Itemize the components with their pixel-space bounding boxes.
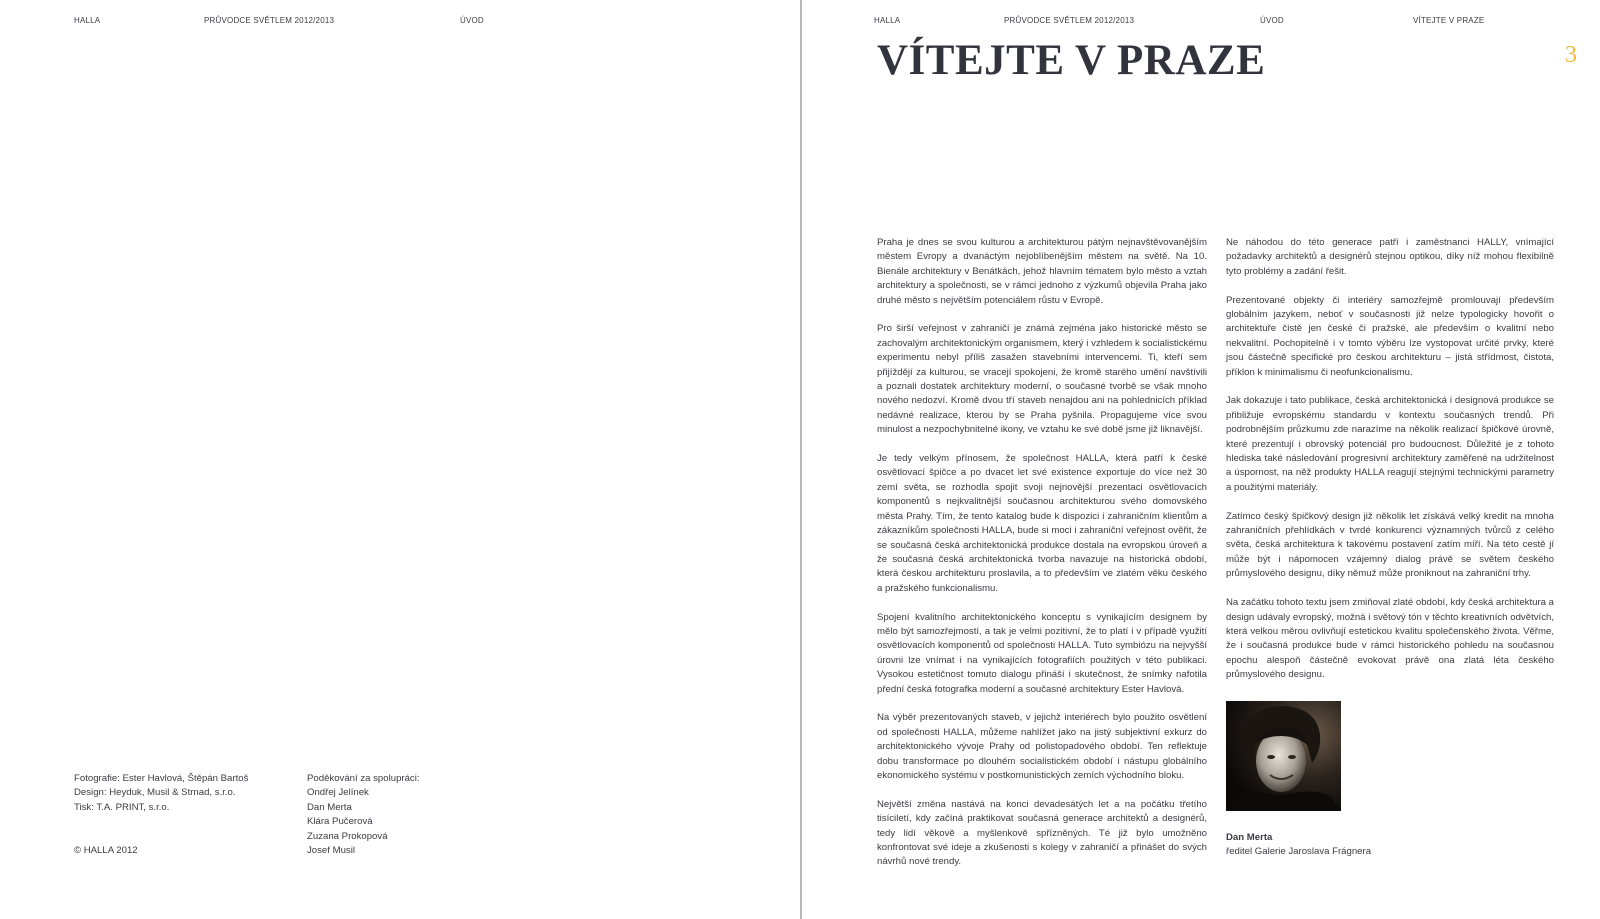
thanks-name: Zuzana Prokopová bbox=[307, 830, 388, 842]
thanks-name: Josef Musil bbox=[307, 844, 355, 856]
page-gutter-divider bbox=[800, 0, 802, 919]
credit-line: Design: Heyduk, Musil & Strnad, s.r.o. bbox=[74, 787, 236, 799]
paragraph: Je tedy velkým přínosem, že společnost HALLA, která patří k české osvětlovací špičce a po dvacet let své existence exportuje do více než 30 zemí světa, se rozhodla spojit svoji nejnovější prezentaci osvětlovacích komponentů s nejkvalitnější současnou architekturou svého domovského města Prahy. Tím, že tento katalog bude k dispozici i zahraničním klientům a zákazníkům společnosti HALLA, bude si moci i zahraniční veřejnost ověřit, že se současná česká architektonická produkce dostala na evropskou úroveň a že současná česká architektonická tvorba navazuje na historická období, která českou architekturu proslavila, a to především ve zlatém věku českého a pražského funkcionalismu. bbox=[877, 453, 1207, 594]
author-block bbox=[1226, 831, 1371, 860]
credit-line: Tisk: T.A. PRINT, s.r.o. bbox=[74, 801, 170, 813]
header-guide: PRŮVODCE SVĚTLEM 2012/2013 bbox=[1004, 16, 1135, 25]
author-portrait bbox=[1226, 701, 1341, 811]
text-column-2 bbox=[1226, 236, 1554, 697]
header-chapter: VÍTEJTE V PRAZE bbox=[1413, 16, 1485, 25]
credit-line: Fotografie: Ester Havlová, Štěpán Bartoš bbox=[74, 773, 249, 784]
thanks-name: Dan Merta bbox=[307, 801, 352, 813]
thanks-block bbox=[307, 772, 420, 858]
thanks-name: Ondřej Jelínek bbox=[307, 787, 369, 799]
header-brand: HALLA bbox=[74, 16, 101, 25]
thanks-name: Klára Pučerová bbox=[307, 816, 373, 828]
text-column-1 bbox=[877, 236, 1207, 884]
credits-block bbox=[74, 772, 248, 815]
portrait-image bbox=[1226, 701, 1341, 811]
header-section: ÚVOD bbox=[1260, 16, 1284, 25]
thanks-heading: Poděkování za spolupráci: bbox=[307, 773, 420, 784]
paragraph: Pro širší veřejnost v zahraničí je známá zejména jako historické město se zachovalým architektonickým organismem, který i vzhledem k socialistickému experimentu nebyl příliš zasažen stavebními intervencemi. Ti, kteří sem přijíždějí za kulturou, se vracejí spokojeni, že kromě starého umění navštívili a poznali dostatek architektury moderní, o současné tvorbě se však mnoho nového nedozví. Kromě dvou tří staveb nenajdou ani na pohlednicích příklad nedávné realizace, kterou by se Praha pyšnila. Propagujeme více svou minulost a nezpochybnitelné ikony, ve vztahu ke své době jsme již liknavější. bbox=[877, 323, 1207, 436]
header-guide: PRŮVODCE SVĚTLEM 2012/2013 bbox=[204, 16, 335, 25]
paragraph: Jak dokazuje i tato publikace, česká architektonická i designová produkce se přibližuje evropskému standardu v kontextu současných trendů. Při podrobnějším průzkumu zde narazíme na několik realizací špičkové úrovně, které prezentují i obrovský potenciál pro budoucnost. Důležité je z tohoto hlediska také následování progresivní architektury zaměřené na udržitelnost a úspornost, na něž produkty HALLA reagují stejnými technickými parametry a použitými materiály. bbox=[1226, 395, 1554, 493]
paragraph: Zatímco český špičkový design již několik let získává velký kredit na mnoha zahraničních přehlídkách v tvrdé konkurenci významných tvůrců z celého světa, česká architektura k takovému postavení zatím míří. Na této cestě jí může být i nápomocen vzájemný dialog právě se světem českého průmyslového designu, díky němuž může proniknout na zahraniční trhy. bbox=[1226, 510, 1554, 580]
header-brand: HALLA bbox=[874, 16, 901, 25]
paragraph: Největší změna nastává na konci devadesátých let a na počátku třetího tisíciletí, kdy začíná praktikovat současná generace architektů a designérů, tedy lidí věkově a myšlenkově spřízněných. Té již bylo umožněno konfrontovat své ideje a zkušenosti s kolegy v zahraničí a přinášet do svých návrhů nové trendy. bbox=[877, 798, 1207, 868]
copyright: © HALLA 2012 bbox=[74, 845, 138, 856]
author-role: ředitel Galerie Jaroslava Frágnera bbox=[1226, 846, 1372, 858]
paragraph: Praha je dnes se svou kulturou a architekturou pátým nejnavštěvovanějším městem Evropy a dvanáctým nejoblíbenějším městem na světě. Na 10. Bienále architektury v Benátkách, jehož hlavním tématem bylo město a vztah architektury a společnosti, se v rámci jednoho z výzkumů objevila Praha jako druhé město s největším potenciálem růstu v Evropě. bbox=[877, 237, 1207, 306]
right-page bbox=[803, 0, 1600, 919]
header-section: ÚVOD bbox=[460, 16, 484, 25]
paragraph: Na začátku tohoto textu jsem zmiňoval zlaté období, kdy česká architektura a design udávaly evropský, možná i světový tón v těchto kreativních odvětvích, která velkou měrou ovlivňují estetickou kvalitu společenského života. Věřme, že i současná produkce bude v rámci historického pohledu na současnou epochu alespoň částečně evokovat právě ona zlatá léta českého průmyslového designu. bbox=[1226, 597, 1554, 681]
paragraph: Prezentované objekty či interiéry samozřejmě promlouvají především globálním jazykem, neboť v současnosti již nelze typologicky hovořit o architektuře čistě jen české či pražské, ale především o kvalitní nebo nekvalitní. Pochopitelně i v tomto výběru lze vystopovat určité prvky, které jsou částečně specifické pro českou architekturu – jistá střídmost, čistota, příklon k minimalismu či neofunkcionalismu. bbox=[1226, 294, 1554, 378]
paragraph: Ne náhodou do této generace patří i zaměstnanci HALLY, vnímající požadavky architektů a designérů stejnou optikou, díky níž mohou flexibilně tyto problémy a zadání řešit. bbox=[1226, 237, 1554, 277]
paragraph: Spojení kvalitního architektonického konceptu s vynikajícím designem by mělo být samozřejmostí, a tak je velmi pozitivní, že to platí i v případě využití osvětlovacích komponentů od společnosti HALLA. Tuto symbiózu na nejvyšší úrovni lze vnímat i na vynikajících fotografiích použitých v této publikaci. Vysokou estetičnost tomuto dialogu přináší i skutečnost, že snímky nafotila přední česká fotografka moderní a současné architektury Ester Havlová. bbox=[877, 611, 1207, 695]
paragraph: Na výběr prezentovaných staveb, v jejichž interiérech bylo použito osvětlení od společnosti HALLA, můžeme nahlížet jako na jistý subjektivní exkurz do architektonického vývoje Prahy od polistopadového období. Ten reflektuje dobu transformace po dlouhém socialistickém období i nástupu globálního ekonomického systému v postkomunistických zemích východního bloku. bbox=[877, 712, 1207, 781]
page-title: VÍTEJTE V PRAZE bbox=[877, 37, 1266, 84]
page-number: 3 bbox=[1565, 42, 1577, 68]
author-name: Dan Merta bbox=[1226, 832, 1273, 843]
